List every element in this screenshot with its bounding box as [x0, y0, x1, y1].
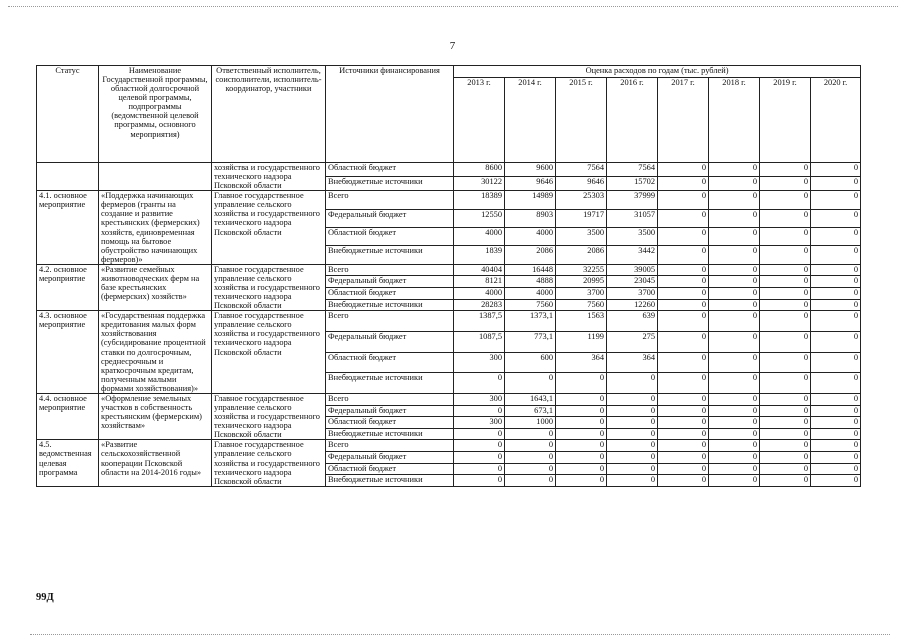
- source-cell: Областной бюджет: [326, 417, 454, 429]
- status-cell: 4.4. основное мероприятие: [37, 393, 99, 439]
- name-cell: «Развитие сельскохозяйственной кооперации Псковской области на 2014-2016 годы»: [99, 440, 212, 486]
- responsible-cell: Главное государственное управление сельского хозяйства и государственного технического надзора Псковской области: [212, 264, 326, 310]
- value-cell: 0: [811, 463, 861, 475]
- value-cell: 0: [709, 276, 760, 288]
- value-cell: 0: [607, 428, 658, 440]
- source-cell: Областной бюджет: [326, 288, 454, 300]
- value-cell: 0: [556, 475, 607, 487]
- value-cell: 2086: [556, 246, 607, 264]
- value-cell: 0: [811, 276, 861, 288]
- value-cell: 0: [607, 475, 658, 487]
- value-cell: 16448: [505, 264, 556, 276]
- value-cell: 32255: [556, 264, 607, 276]
- name-cell: «Развитие семейных животноводческих ферм на базе крестьянских (фермерских) хозяйств»: [99, 264, 212, 310]
- value-cell: 0: [811, 331, 861, 352]
- value-cell: 0: [658, 451, 709, 463]
- responsible-cell: Главное государственное управление сельского хозяйства и государственного технического надзора Псковской области: [212, 311, 326, 394]
- value-cell: 3500: [607, 228, 658, 246]
- table-row: [37, 311, 861, 332]
- value-cell: 0: [709, 463, 760, 475]
- footer-code: 99Д: [36, 592, 54, 603]
- value-cell: 0: [811, 405, 861, 417]
- responsible-cell: Главное государственное управление сельского хозяйства и государственного технического надзора Псковской области: [212, 191, 326, 265]
- value-cell: 0: [760, 299, 811, 311]
- value-cell: 0: [760, 288, 811, 300]
- value-cell: 0: [658, 264, 709, 276]
- value-cell: 7564: [607, 163, 658, 177]
- value-cell: 0: [658, 417, 709, 429]
- source-cell: Федеральный бюджет: [326, 451, 454, 463]
- value-cell: 0: [556, 393, 607, 405]
- value-cell: 0: [607, 373, 658, 394]
- status-cell: 4.1. основное мероприятие: [37, 191, 99, 265]
- value-cell: 673,1: [505, 405, 556, 417]
- value-cell: 0: [454, 451, 505, 463]
- value-cell: 19717: [556, 209, 607, 227]
- responsible-cell: Главное государственное управление сельского хозяйства и государственного технического надзора Псковской области: [212, 440, 326, 486]
- source-cell: Федеральный бюджет: [326, 276, 454, 288]
- source-cell: Внебюджетные источники: [326, 428, 454, 440]
- value-cell: 0: [760, 393, 811, 405]
- value-cell: 0: [811, 393, 861, 405]
- value-cell: 300: [454, 417, 505, 429]
- value-cell: 20995: [556, 276, 607, 288]
- value-cell: 0: [709, 177, 760, 191]
- source-cell: Федеральный бюджет: [326, 331, 454, 352]
- value-cell: 0: [811, 246, 861, 264]
- value-cell: 0: [709, 209, 760, 227]
- value-cell: 0: [556, 417, 607, 429]
- value-cell: 0: [811, 352, 861, 373]
- value-cell: 0: [760, 440, 811, 452]
- value-cell: 1839: [454, 246, 505, 264]
- responsible-cell: хозяйства и государственного технического надзора Псковской области: [212, 163, 326, 191]
- table-row: [37, 393, 861, 405]
- value-cell: 0: [607, 463, 658, 475]
- value-cell: 0: [709, 451, 760, 463]
- value-cell: 0: [709, 264, 760, 276]
- value-cell: 0: [454, 405, 505, 417]
- header-estimate: Оценка расходов по годам (тыс. рублей): [454, 66, 861, 78]
- value-cell: 0: [760, 163, 811, 177]
- value-cell: 0: [811, 475, 861, 487]
- header-name: Наименование Государственной программы, областной долгосрочной целевой программы, подпрограммы (ведомственной целевой программы, основного мероприятия): [99, 66, 212, 163]
- value-cell: 18389: [454, 191, 505, 209]
- value-cell: 3500: [556, 228, 607, 246]
- source-cell: Внебюджетные источники: [326, 246, 454, 264]
- header-year: 2018 г.: [709, 78, 760, 163]
- value-cell: 0: [760, 276, 811, 288]
- source-cell: Всего: [326, 440, 454, 452]
- value-cell: 3442: [607, 246, 658, 264]
- header-year: 2019 г.: [760, 78, 811, 163]
- value-cell: 275: [607, 331, 658, 352]
- value-cell: 0: [607, 405, 658, 417]
- value-cell: 3700: [607, 288, 658, 300]
- value-cell: 0: [454, 463, 505, 475]
- header-year: 2015 г.: [556, 78, 607, 163]
- value-cell: 14989: [505, 191, 556, 209]
- name-cell: «Поддержка начинающих фермеров (гранты на создание и развитие крестьянских (фермерских) хозяйств, единовременная помощь на бытовое обустройство начинающих фермеров)»: [99, 191, 212, 265]
- value-cell: 0: [760, 463, 811, 475]
- value-cell: 0: [658, 373, 709, 394]
- value-cell: 0: [505, 428, 556, 440]
- header-year: 2020 г.: [811, 78, 861, 163]
- scan-border-top: [8, 6, 898, 7]
- value-cell: 0: [709, 405, 760, 417]
- value-cell: 1373,1: [505, 311, 556, 332]
- value-cell: 0: [505, 451, 556, 463]
- source-cell: Внебюджетные источники: [326, 475, 454, 487]
- value-cell: 0: [811, 311, 861, 332]
- value-cell: 0: [658, 288, 709, 300]
- value-cell: 0: [658, 246, 709, 264]
- value-cell: 0: [454, 428, 505, 440]
- value-cell: 25303: [556, 191, 607, 209]
- source-cell: Областной бюджет: [326, 163, 454, 177]
- value-cell: 0: [709, 311, 760, 332]
- value-cell: 0: [454, 373, 505, 394]
- value-cell: 9646: [505, 177, 556, 191]
- value-cell: 0: [556, 451, 607, 463]
- value-cell: 0: [658, 228, 709, 246]
- value-cell: 0: [658, 393, 709, 405]
- value-cell: 0: [709, 417, 760, 429]
- value-cell: 364: [607, 352, 658, 373]
- value-cell: 0: [607, 393, 658, 405]
- value-cell: 12550: [454, 209, 505, 227]
- source-cell: Всего: [326, 393, 454, 405]
- value-cell: 0: [556, 373, 607, 394]
- value-cell: 9600: [505, 163, 556, 177]
- value-cell: 0: [709, 228, 760, 246]
- value-cell: 0: [709, 373, 760, 394]
- value-cell: 0: [811, 440, 861, 452]
- value-cell: 0: [811, 177, 861, 191]
- value-cell: 0: [760, 177, 811, 191]
- value-cell: 0: [811, 373, 861, 394]
- header-year: 2013 г.: [454, 78, 505, 163]
- budget-table: [36, 65, 861, 487]
- value-cell: 0: [811, 417, 861, 429]
- value-cell: 0: [709, 191, 760, 209]
- value-cell: 0: [658, 331, 709, 352]
- value-cell: 0: [760, 373, 811, 394]
- value-cell: 0: [709, 288, 760, 300]
- value-cell: 7564: [556, 163, 607, 177]
- value-cell: 0: [760, 352, 811, 373]
- value-cell: 0: [658, 463, 709, 475]
- value-cell: 0: [607, 440, 658, 452]
- source-cell: Областной бюджет: [326, 352, 454, 373]
- value-cell: 1643,1: [505, 393, 556, 405]
- value-cell: 8600: [454, 163, 505, 177]
- value-cell: 0: [760, 428, 811, 440]
- value-cell: 0: [709, 331, 760, 352]
- value-cell: 1387,5: [454, 311, 505, 332]
- value-cell: 0: [811, 288, 861, 300]
- name-cell: [99, 163, 212, 191]
- value-cell: 0: [811, 264, 861, 276]
- value-cell: 0: [658, 440, 709, 452]
- value-cell: 0: [607, 417, 658, 429]
- table-row: [37, 264, 861, 276]
- value-cell: 0: [709, 440, 760, 452]
- value-cell: 39005: [607, 264, 658, 276]
- value-cell: 0: [760, 475, 811, 487]
- value-cell: 2086: [505, 246, 556, 264]
- value-cell: 600: [505, 352, 556, 373]
- page-number: 7: [449, 40, 456, 52]
- value-cell: 4888: [505, 276, 556, 288]
- value-cell: 0: [760, 331, 811, 352]
- value-cell: 0: [760, 191, 811, 209]
- value-cell: 0: [709, 352, 760, 373]
- value-cell: 7560: [505, 299, 556, 311]
- value-cell: 0: [760, 405, 811, 417]
- value-cell: 0: [658, 299, 709, 311]
- value-cell: 0: [505, 475, 556, 487]
- value-cell: 364: [556, 352, 607, 373]
- source-cell: Внебюджетные источники: [326, 177, 454, 191]
- value-cell: 0: [505, 463, 556, 475]
- header-status: Статус: [37, 66, 99, 163]
- value-cell: 0: [811, 451, 861, 463]
- value-cell: 0: [658, 311, 709, 332]
- value-cell: 0: [811, 163, 861, 177]
- value-cell: 0: [709, 299, 760, 311]
- table-row: [37, 163, 861, 177]
- value-cell: 0: [556, 463, 607, 475]
- value-cell: 0: [709, 393, 760, 405]
- value-cell: 1563: [556, 311, 607, 332]
- value-cell: 0: [760, 228, 811, 246]
- value-cell: 28283: [454, 299, 505, 311]
- value-cell: 0: [658, 276, 709, 288]
- value-cell: 0: [709, 428, 760, 440]
- responsible-cell: Главное государственное управление сельского хозяйства и государственного технического надзора Псковской области: [212, 393, 326, 439]
- name-cell: «Государственная поддержка кредитования малых форм хозяйствования (субсидирование процентной ставки по долгосрочным, среднесрочным и краткосрочным кредитам, полученным малыми формами хозяйствования)»: [99, 311, 212, 394]
- source-cell: Областной бюджет: [326, 228, 454, 246]
- source-cell: Федеральный бюджет: [326, 405, 454, 417]
- value-cell: 3700: [556, 288, 607, 300]
- value-cell: 0: [607, 451, 658, 463]
- value-cell: 1087,5: [454, 331, 505, 352]
- value-cell: 8121: [454, 276, 505, 288]
- source-cell: Областной бюджет: [326, 463, 454, 475]
- value-cell: 37999: [607, 191, 658, 209]
- value-cell: 7560: [556, 299, 607, 311]
- scan-border-bottom: [30, 634, 890, 635]
- value-cell: 0: [505, 440, 556, 452]
- value-cell: 9646: [556, 177, 607, 191]
- value-cell: 0: [811, 428, 861, 440]
- value-cell: 8903: [505, 209, 556, 227]
- value-cell: 0: [811, 299, 861, 311]
- status-cell: 4.2. основное мероприятие: [37, 264, 99, 310]
- value-cell: 0: [709, 163, 760, 177]
- value-cell: 0: [658, 428, 709, 440]
- header-year: 2016 г.: [607, 78, 658, 163]
- value-cell: 0: [658, 191, 709, 209]
- value-cell: 300: [454, 393, 505, 405]
- value-cell: 300: [454, 352, 505, 373]
- table-body: [37, 163, 861, 487]
- table-header: [37, 66, 861, 163]
- value-cell: 0: [811, 191, 861, 209]
- value-cell: 4000: [505, 228, 556, 246]
- value-cell: 0: [658, 163, 709, 177]
- value-cell: 0: [454, 440, 505, 452]
- table-row: [37, 440, 861, 452]
- value-cell: 31057: [607, 209, 658, 227]
- header-responsible: Ответственный исполнитель, соисполнители, исполнитель-координатор, участники: [212, 66, 326, 163]
- value-cell: 0: [709, 475, 760, 487]
- value-cell: 0: [811, 228, 861, 246]
- header-year: 2014 г.: [505, 78, 556, 163]
- value-cell: 0: [505, 373, 556, 394]
- value-cell: 0: [760, 264, 811, 276]
- value-cell: 0: [658, 177, 709, 191]
- name-cell: «Оформление земельных участков в собственность крестьянским (фермерским) хозяйствам»: [99, 393, 212, 439]
- value-cell: 0: [760, 417, 811, 429]
- value-cell: 0: [658, 352, 709, 373]
- status-cell: 4.3. основное мероприятие: [37, 311, 99, 394]
- value-cell: 773,1: [505, 331, 556, 352]
- source-cell: Всего: [326, 191, 454, 209]
- value-cell: 0: [760, 311, 811, 332]
- value-cell: 23045: [607, 276, 658, 288]
- value-cell: 0: [760, 451, 811, 463]
- value-cell: 1199: [556, 331, 607, 352]
- value-cell: 0: [454, 475, 505, 487]
- value-cell: 0: [658, 209, 709, 227]
- value-cell: 4000: [454, 228, 505, 246]
- value-cell: 0: [556, 440, 607, 452]
- value-cell: 639: [607, 311, 658, 332]
- value-cell: 4000: [505, 288, 556, 300]
- source-cell: Всего: [326, 264, 454, 276]
- value-cell: 0: [760, 209, 811, 227]
- value-cell: 12260: [607, 299, 658, 311]
- header-year: 2017 г.: [658, 78, 709, 163]
- source-cell: Федеральный бюджет: [326, 209, 454, 227]
- source-cell: Внебюджетные источники: [326, 299, 454, 311]
- value-cell: 0: [760, 246, 811, 264]
- status-cell: [37, 163, 99, 191]
- value-cell: 0: [709, 246, 760, 264]
- value-cell: 1000: [505, 417, 556, 429]
- source-cell: Внебюджетные источники: [326, 373, 454, 394]
- value-cell: 4000: [454, 288, 505, 300]
- source-cell: Всего: [326, 311, 454, 332]
- value-cell: 15702: [607, 177, 658, 191]
- value-cell: 0: [658, 405, 709, 417]
- value-cell: 0: [556, 405, 607, 417]
- header-sources: Источники финансирования: [326, 66, 454, 163]
- value-cell: 0: [658, 475, 709, 487]
- table-row: [37, 191, 861, 209]
- value-cell: 30122: [454, 177, 505, 191]
- status-cell: 4.5. ведомственная целевая программа: [37, 440, 99, 486]
- value-cell: 0: [811, 209, 861, 227]
- value-cell: 40404: [454, 264, 505, 276]
- value-cell: 0: [556, 428, 607, 440]
